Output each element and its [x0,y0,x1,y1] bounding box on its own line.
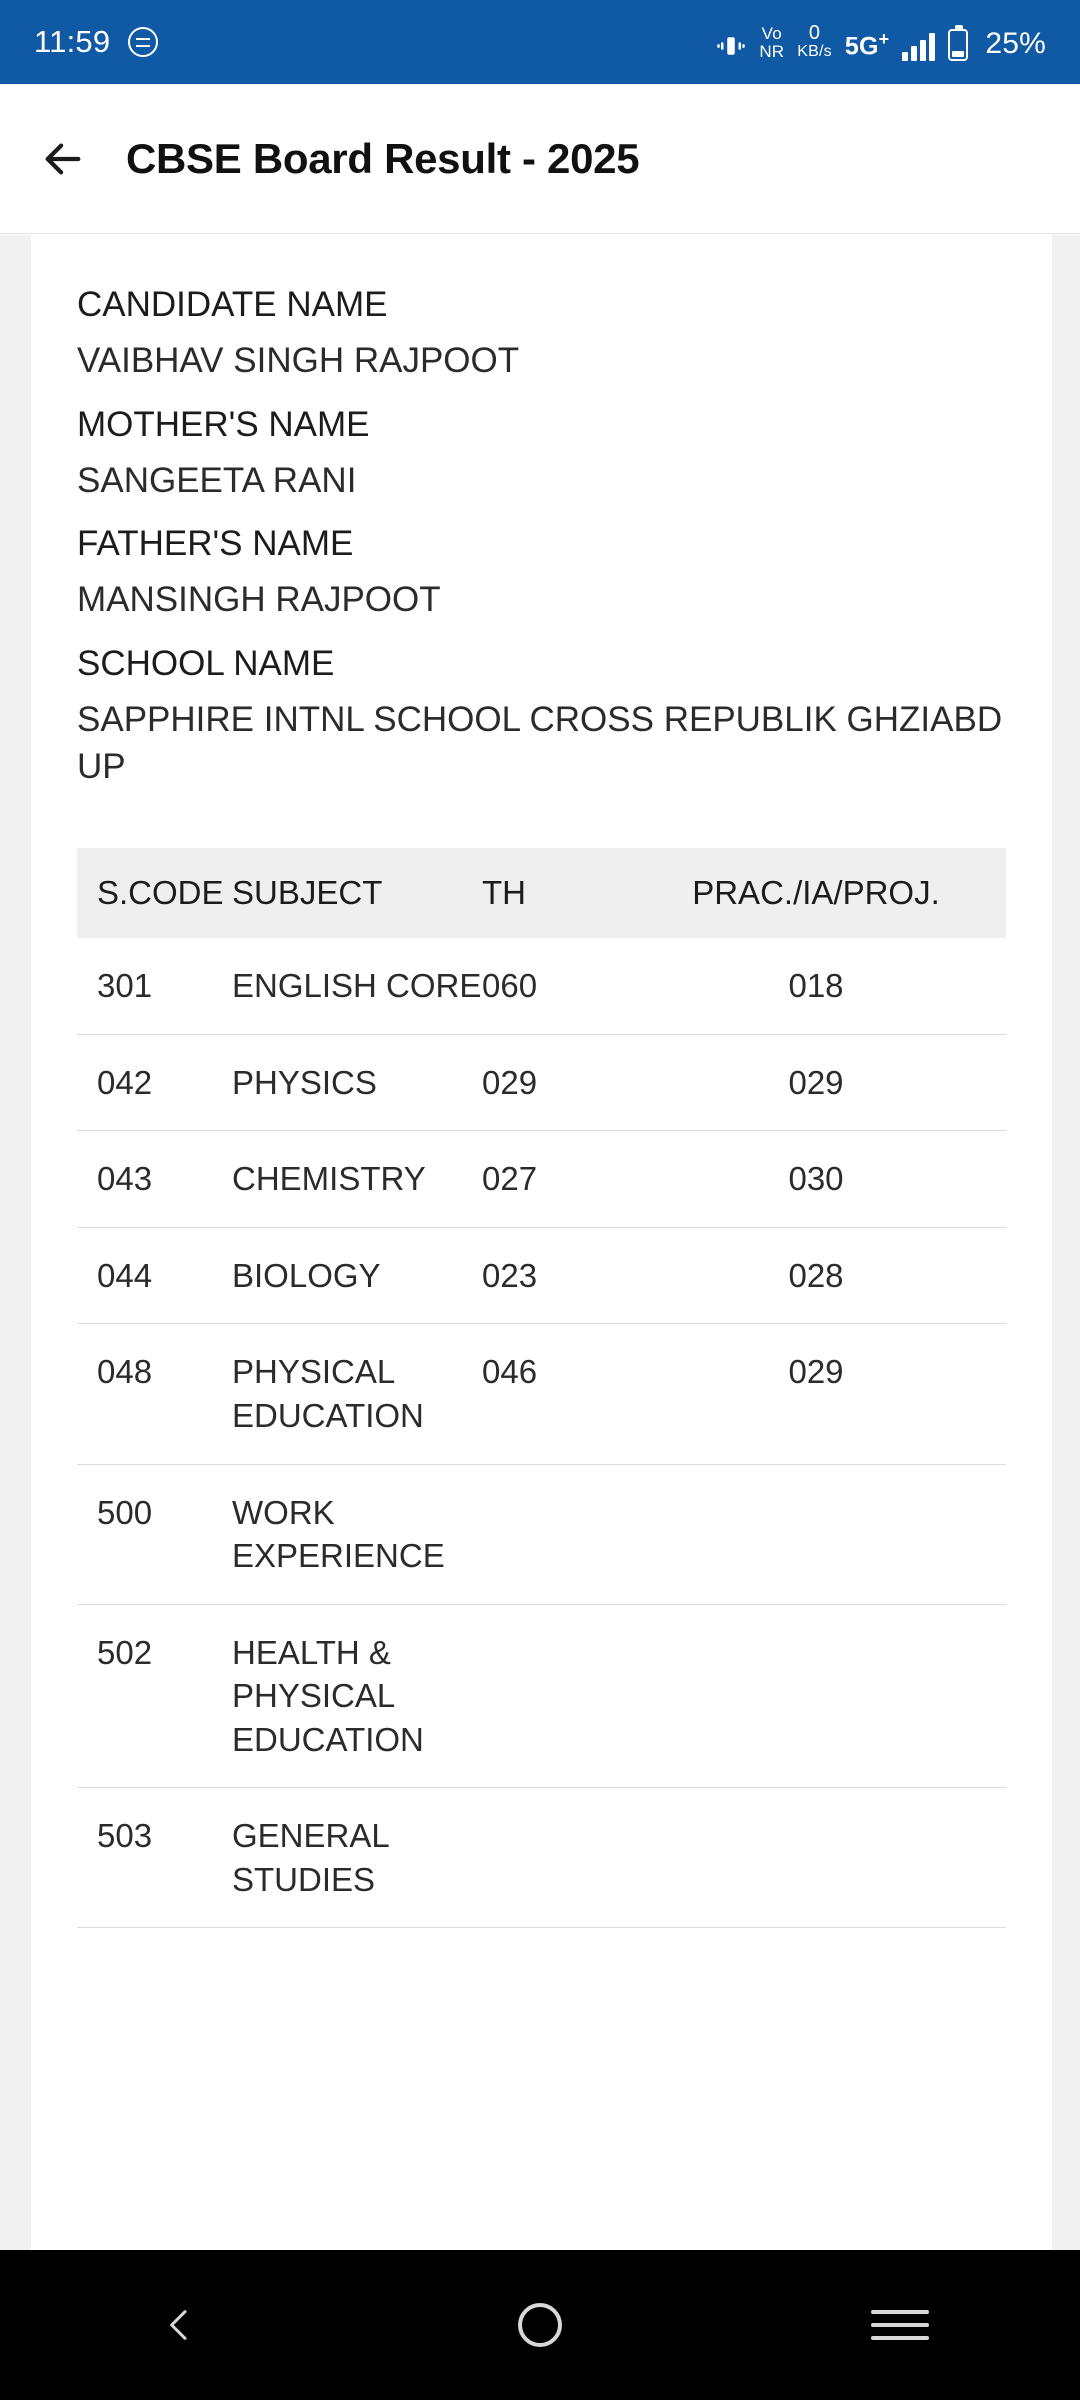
cell-th: 046 [482,1324,632,1464]
data-rate-unit: KB/s [797,43,832,61]
cell-prac: 018 [632,938,1006,1034]
cell-scode: 503 [77,1788,232,1928]
cell-prac: 029 [632,1324,1006,1464]
cell-prac: 028 [632,1227,1006,1324]
marks-table-head [77,848,1006,938]
marks-table-body [77,938,1006,1928]
cell-th [482,1464,632,1604]
status-time: 11:59 [34,24,111,59]
cell-subject: PHYSICS [232,1034,482,1131]
cell-prac [632,1788,1006,1928]
cell-scode: 301 [77,938,232,1034]
header-subject: SUBJECT [232,848,482,938]
cell-th: 023 [482,1227,632,1324]
table-row [77,1131,1006,1228]
cell-subject: GENERAL STUDIES [232,1788,482,1928]
table-row [77,1227,1006,1324]
result-card [31,235,1052,2250]
vibrate-icon [716,31,746,61]
network-plus: + [878,28,890,49]
school-name-label: SCHOOL NAME [77,643,335,683]
vo-label: Vo [761,24,782,44]
network-label: 5G [844,31,879,60]
marks-table [77,848,1006,1928]
cell-th: 029 [482,1034,632,1131]
table-row [77,1324,1006,1464]
father-name-value: MANSINGH RAJPOOT [77,580,441,620]
back-arrow-icon[interactable] [40,136,86,182]
cell-subject: HEALTH & PHYSICAL EDUCATION [232,1604,482,1788]
status-bar-left [34,24,158,60]
signal-icon [902,31,935,61]
result-scroll-area[interactable] [0,235,1080,2250]
cell-scode: 502 [77,1604,232,1788]
mother-name-label: MOTHER'S NAME [77,404,370,444]
cell-subject: CHEMISTRY [232,1131,482,1228]
school-name-value: SAPPHIRE INTNL SCHOOL CROSS REPUBLIK GHZIABD UP [77,699,1003,786]
table-row [77,938,1006,1034]
cell-subject: WORK EXPERIENCE [232,1464,482,1604]
cell-th [482,1604,632,1788]
page-title: CBSE Board Result - 2025 [126,134,640,182]
father-name-label: FATHER'S NAME [77,524,354,563]
battery-percent: 25% [985,26,1046,60]
cell-subject: ENGLISH CORE [232,938,482,1034]
nr-label: NR [759,42,785,62]
volte-icon [759,25,784,61]
notification-icon [128,27,158,57]
data-rate-icon [797,23,832,61]
table-header-row [77,848,1006,938]
mother-name-value: SANGEETA RANI [77,460,357,500]
candidate-name-value: VAIBHAV SINGH RAJPOOT [77,341,520,381]
cell-scode: 048 [77,1324,232,1464]
cell-th [482,1788,632,1928]
header-prac: PRAC./IA/PROJ. [632,848,1006,938]
app-bar [0,84,1080,234]
back-nav-icon[interactable] [120,2265,240,2385]
system-navigation-bar [0,2250,1080,2400]
table-row [77,1604,1006,1788]
status-bar-right [716,23,1046,61]
cell-subject: PHYSICAL EDUCATION [232,1324,482,1464]
cell-scode: 043 [77,1131,232,1228]
cell-scode: 042 [77,1034,232,1131]
cell-th: 027 [482,1131,632,1228]
cell-scode: 044 [77,1227,232,1324]
recents-nav-icon[interactable] [840,2265,960,2385]
cell-subject: BIOLOGY [232,1227,482,1324]
cell-th: 060 [482,938,632,1034]
cell-prac: 030 [632,1131,1006,1228]
table-row [77,1464,1006,1604]
cell-prac: 029 [632,1034,1006,1131]
network-icon [845,29,889,61]
home-nav-icon[interactable] [480,2265,600,2385]
table-row [77,1034,1006,1131]
cell-prac [632,1604,1006,1788]
candidate-name-label: CANDIDATE NAME [77,285,388,324]
battery-icon [948,29,968,61]
header-th: TH [482,848,632,938]
cell-scode: 500 [77,1464,232,1604]
data-rate-value: 0 [808,22,821,45]
table-row [77,1788,1006,1928]
cell-prac [632,1464,1006,1604]
header-scode: S.CODE [77,848,232,938]
status-bar [0,0,1080,84]
